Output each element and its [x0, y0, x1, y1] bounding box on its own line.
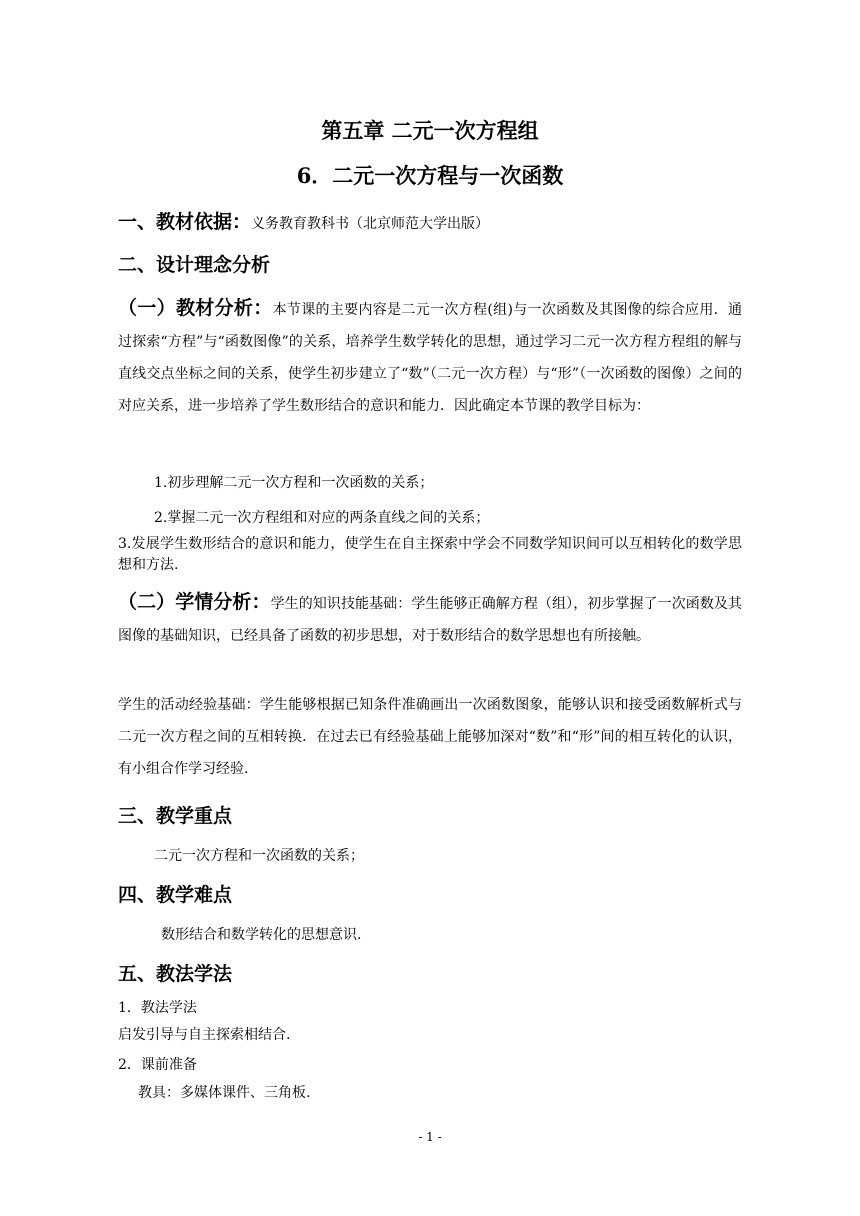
section-5-item-1: 1．教法学法 [118, 1000, 197, 1016]
learner-activity-text: 学生的活动经验基础：学生能够根据已知条件准确画出一次函数图象，能够认识和接受函数解析式与二元一次方程之间的互相转换．在过去已有经验基础上能够加深对“数”和“形”间的相互转化的认识，有小组合作学习经验. [118, 697, 742, 777]
section-4-heading: 四、教学难点 [118, 884, 233, 906]
section-5-item-2-text: 教具：多媒体课件、三角板. [138, 1085, 311, 1101]
learner-analysis-heading: （二）学情分析： [118, 591, 271, 613]
section-1-text: 义务教育教科书（北京师范大学出版） [251, 216, 490, 232]
lesson-title: 6．二元一次方程与一次函数 [296, 163, 564, 188]
section-5-item-1-text: 启发引导与自主探索相结合. [118, 1027, 291, 1043]
textbook-analysis-text: 本节课的主要内容是二元一次方程(组)与一次函数及其图像的综合应用．通过探索“方程”与“函数图像”的关系，培养学生数学转化的思想，通过学习二元一次方程方程组的解与直线交点坐标之间的关系，使学生初步建立了“数”（二元一次方程）与“形”（一次函数的图像）之间的对应关系，进一步培养了学生数形结合的意识和能力．因此确定本节课的教学目标为： [118, 302, 742, 414]
section-2-heading: 二、设计理念分析 [118, 254, 271, 276]
section-5-heading: 五、教法学法 [118, 963, 233, 985]
section-1 [118, 207, 489, 234]
section-3-heading: 三、教学重点 [118, 805, 233, 827]
section-4-text: 数形结合和数学转化的思想意识. [161, 927, 362, 943]
learner-analysis-text: 学生的知识技能基础：学生能够正确解方程（组），初步掌握了一次函数及其图像的基础知识，已经具备了函数的初步思想，对于数形结合的数学思想也有所接触。 [118, 596, 742, 644]
goal-2: 2.掌握二元一次方程组和对应的两条直线之间的关系； [154, 510, 490, 526]
section-3-text: 二元一次方程和一次函数的关系； [154, 848, 364, 864]
goal-1: 1.初步理解二元一次方程和一次函数的关系； [154, 475, 434, 491]
section-5-item-2: 2．课前准备 [118, 1057, 197, 1073]
chapter-title: 第五章 二元一次方程组 [321, 118, 539, 143]
textbook-analysis-heading: （一）教材分析： [118, 297, 273, 319]
section-1-heading: 一、教材依据： [118, 211, 252, 233]
textbook-analysis [118, 292, 742, 422]
learner-analysis [118, 586, 742, 652]
goal-3: 3.发展学生数形结合的意识和能力，使学生在自主探索中学会不同数学知识间可以互相转化的数学思想和方法. [118, 536, 742, 573]
page-number: - 1 - [418, 1130, 442, 1144]
